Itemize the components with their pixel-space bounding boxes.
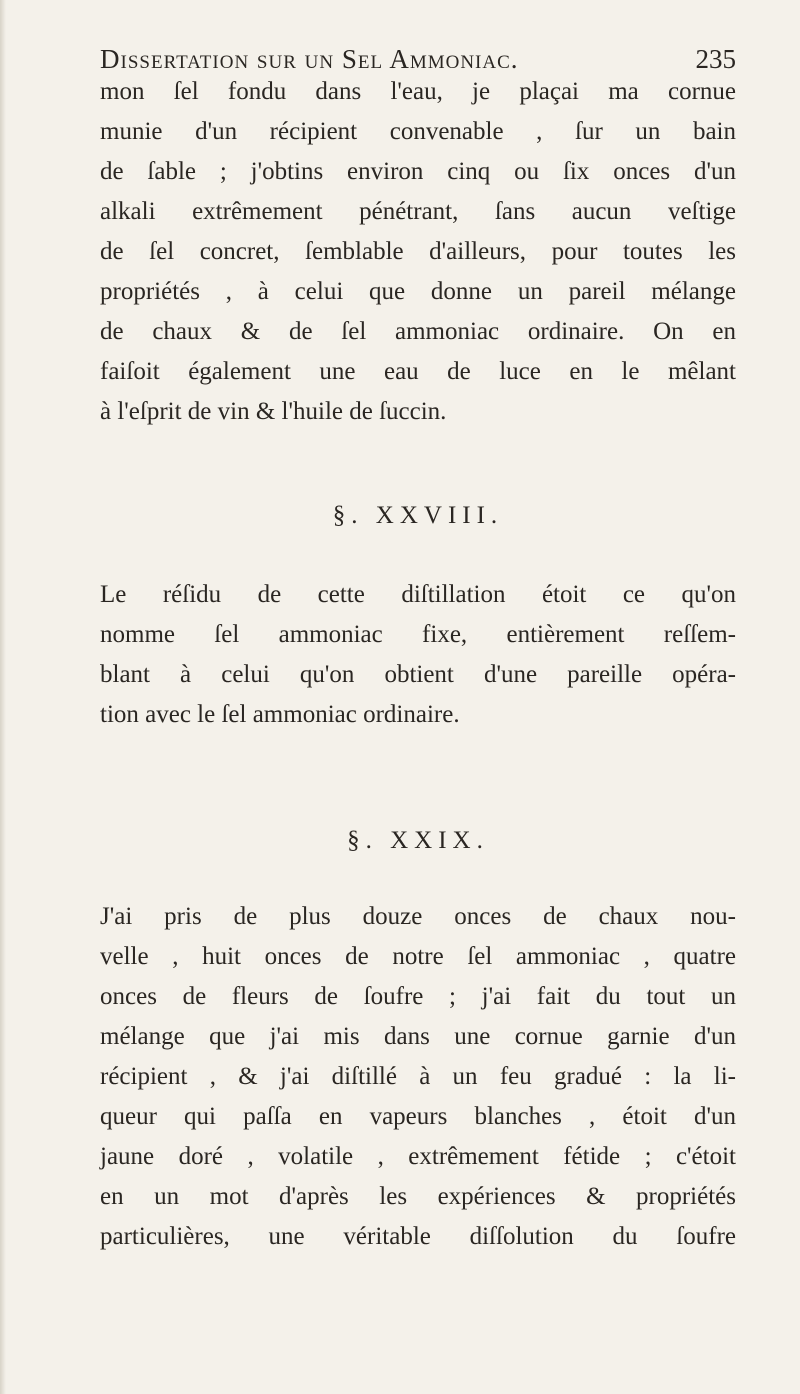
text-line: de ſel concret, ſemblable d'ailleurs, pour toutes les [100,238,736,265]
text-line: J'ai pris de plus douze onces de chaux nou- [100,903,736,930]
text-line: blant à celui qu'on obtient d'une pareille opéra- [100,661,736,688]
text-line: propriétés , à celui que donne un pareil mélange [100,278,736,305]
text-line: tion avec le ſel ammoniac ordinaire. [100,701,460,728]
text-line: velle , huit onces de notre ſel ammoniac , quatre [100,943,736,970]
text-line: mélange que j'ai mis dans une cornue garnie d'un [100,1023,736,1050]
text-line: faiſoit également une eau de luce en le mêlant [100,358,736,385]
text-line: nomme ſel ammoniac fixe, entièrement reſſem- [100,621,736,648]
paragraph-3 [100,897,736,1257]
page-number: 235 [695,44,736,74]
text-line: de chaux & de ſel ammoniac ordinaire. On en [100,318,736,345]
text-line: en un mot d'après les expériences & propriétés [100,1183,736,1210]
text-line: récipient , & j'ai diſtillé à un feu gradué : la li- [100,1063,736,1090]
text-line: à l'eſprit de vin & l'huile de ſuccin. [100,398,447,425]
page-spine-shadow [0,0,6,1394]
text-line: Le réſidu de cette diſtillation étoit ce qu'on [100,581,736,608]
text-line: munie d'un récipient convenable , ſur un bain [100,118,736,145]
section-heading-xxix: §. XXIX. [347,827,489,854]
text-line: jaune doré , volatile , extrêmement fétide ; c'étoit [100,1143,736,1170]
text-line: onces de fleurs de ſoufre ; j'ai fait du tout un [100,983,736,1010]
paragraph-2 [100,575,736,735]
text-line: alkali extrêmement pénétrant, ſans aucun veſtige [100,198,736,225]
text-line: queur qui paſſa en vapeurs blanches , étoit d'un [100,1103,736,1130]
text-line: mon ſel fondu dans l'eau, je plaçai ma cornue [100,78,736,105]
paragraph-1 [100,72,736,432]
running-head: Dissertation sur un Sel Ammoniac. [100,44,519,74]
text-line: de ſable ; j'obtins environ cinq ou ſix onces d'un [100,158,736,185]
text-line: particulières, une véritable diſſolution du ſoufre [100,1223,736,1250]
section-heading-xxviii: §. XXVIII. [332,502,504,529]
